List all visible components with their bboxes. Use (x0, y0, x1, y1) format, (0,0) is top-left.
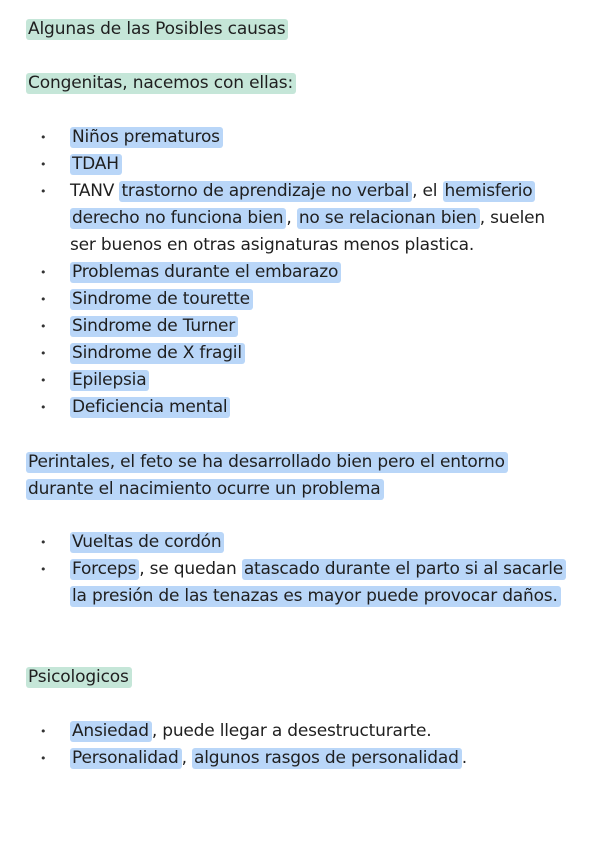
item-text: Problemas durante el embarazo (70, 262, 341, 283)
item-text: , (286, 208, 292, 228)
item-text: Sindrome de tourette (70, 289, 253, 310)
heading-text: Algunas de las Posibles causas (26, 19, 288, 40)
bullet-icon: • (40, 374, 47, 387)
item-text: , puede llegar a desestructurarte. (151, 721, 432, 741)
item-text: TDAH (70, 154, 122, 175)
bullet-icon: • (40, 725, 47, 738)
bullet-icon: • (40, 563, 47, 576)
item-text: Niños prematuros (70, 127, 223, 148)
item-text: , suelen ser buenos en otras asignaturas menos plastica. (70, 208, 545, 255)
paragraph-line: durante el nacimiento ocurre un problema (26, 479, 384, 500)
item-text: , se quedan (139, 559, 237, 579)
heading-text: Congenitas, nacemos con ellas: (26, 73, 296, 94)
bullet-icon: • (40, 536, 47, 549)
list-item (0, 556, 565, 610)
item-highlight: algunos rasgos de personalidad (192, 748, 462, 769)
item-highlight: Personalidad (70, 748, 182, 769)
item-highlight: atascado durante el parto si al sacarle la presión de las tenazas es mayor puede provocar daños. (70, 559, 566, 607)
item-text: Epilepsia (70, 370, 149, 391)
item-highlight: trastorno de aprendizaje no verbal (119, 181, 412, 202)
item-text: . (461, 748, 467, 768)
list-item (0, 151, 565, 178)
perinatal-list (0, 529, 600, 610)
item-highlight: Forceps (70, 559, 139, 580)
list-item (0, 259, 565, 286)
congenital-list (0, 124, 600, 421)
item-text: Sindrome de X fragil (70, 343, 245, 364)
list-item (0, 745, 565, 772)
item-text: Deficiencia mental (70, 397, 230, 418)
list-item (0, 718, 565, 745)
item-highlight: Ansiedad (70, 721, 152, 742)
bullet-icon: • (40, 320, 47, 333)
heading-posibles-causas (26, 16, 288, 43)
item-text: Vueltas de cordón (70, 532, 224, 553)
list-item (0, 124, 565, 151)
psychological-list (0, 718, 600, 772)
list-item (0, 367, 565, 394)
list-item (0, 394, 565, 421)
bullet-icon: • (40, 347, 47, 360)
perinatal-paragraph (26, 449, 586, 503)
list-item (0, 529, 565, 556)
list-item (0, 313, 565, 340)
bullet-icon: • (40, 752, 47, 765)
list-item (0, 286, 565, 313)
list-item (0, 340, 565, 367)
bullet-icon: • (40, 185, 47, 198)
item-highlight: hemisferio derecho no funciona bien (70, 181, 535, 229)
bullet-icon: • (40, 131, 47, 144)
list-item (0, 178, 565, 259)
item-text: , el (412, 181, 438, 201)
paragraph-line: Perintales, el feto se ha desarrollado bien pero el entorno (26, 452, 508, 473)
heading-psicologicos (26, 664, 132, 691)
item-text: , (181, 748, 187, 768)
item-text: TANV (70, 181, 115, 201)
heading-congenitas (26, 70, 296, 97)
bullet-icon: • (40, 293, 47, 306)
heading-text: Psicologicos (26, 667, 132, 688)
bullet-icon: • (40, 158, 47, 171)
bullet-icon: • (40, 401, 47, 414)
item-highlight: no se relacionan bien (297, 208, 480, 229)
item-text: Sindrome de Turner (70, 316, 238, 337)
bullet-icon: • (40, 266, 47, 279)
